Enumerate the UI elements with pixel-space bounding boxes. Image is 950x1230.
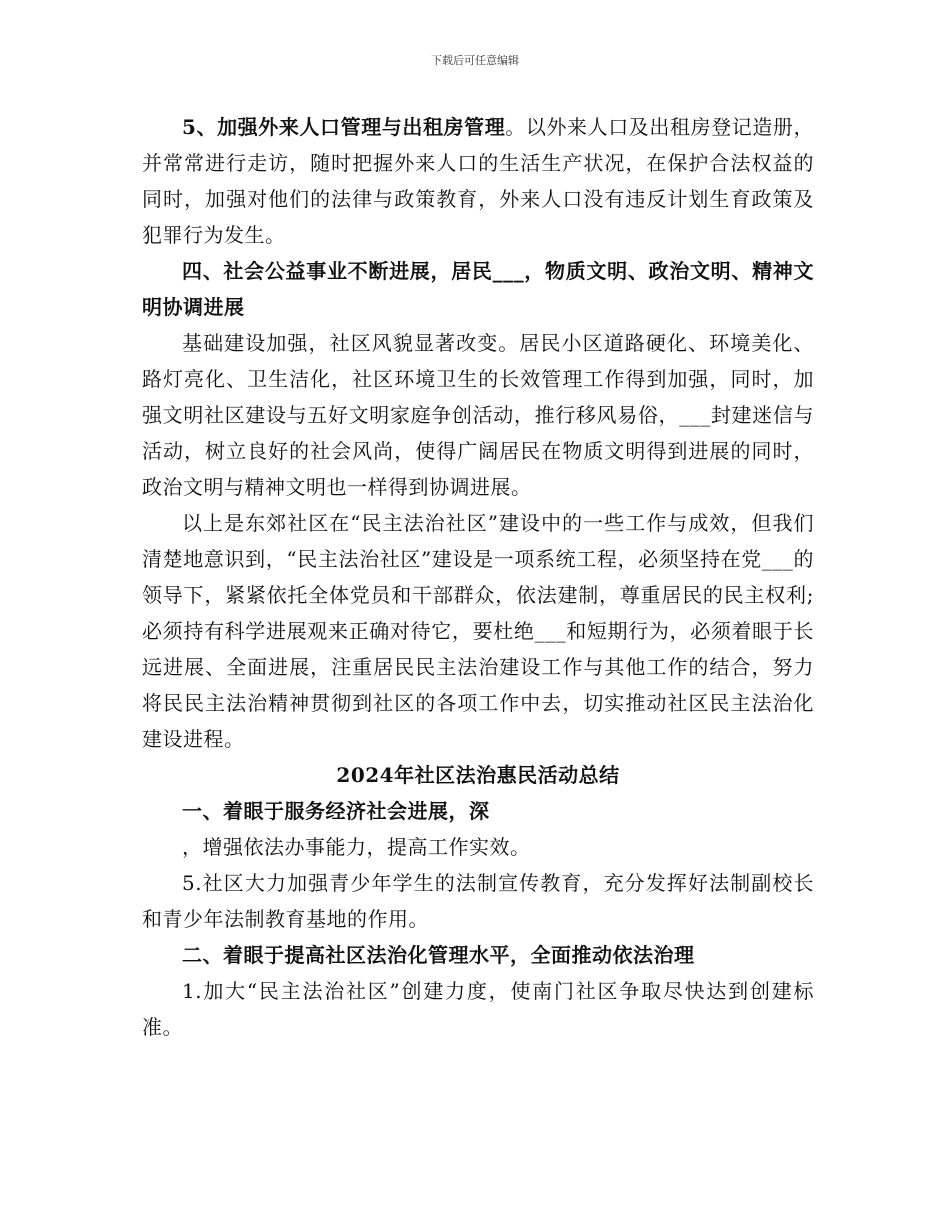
section-heading-public-welfare: 四、社会公益事业不断进展，居民___，物质文明、政治文明、精神文明协调进展 <box>142 259 814 319</box>
paragraph-capability: ，增强依法办事能力，提高工作实效。 <box>182 835 531 859</box>
paragraph-outsider-management <box>142 109 814 253</box>
section-heading-governance: 二、着眼于提高社区法治化管理水平，全面推动依法治理 <box>182 943 695 967</box>
section-heading-economy: 一、着眼于服务经济社会进展，深 <box>182 799 490 823</box>
page-header: 下载后可任意编辑 <box>431 54 519 67</box>
paragraph-infrastructure: 基础建设加强，社区风貌显著改变。居民小区道路硬化、环境美化、路灯亮化、卫生洁化，社区环境卫生的长效管理工作得到加强，同时，加强文明社区建设与五好文明家庭争创活动，推行移风易俗，___封建迷信与活动，树立良好的社会风尚，使得广阔居民在物质文明得到进展的同时，政治文明与精神文明也一样得到协调进展。 <box>142 331 814 499</box>
paragraph-democracy-community: 1.加大“民主法治社区”创建力度，使南门社区争取尽快达到创建标准。 <box>142 979 814 1039</box>
paragraph-youth-education: 5.社区大力加强青少年学生的法制宣传教育，充分发挥好法制副校长和青少年法制教育基地的作用。 <box>142 871 814 931</box>
paragraph-heading: 5、加强外来人口管理与出租房管理 <box>182 115 506 139</box>
paragraph-text: 。以外来人口及出租房登记造册，并常常进行走访，随时把握外来人口的生活生产状况，在保护合法权益的同时，加强对他们的法律与政策教育，外来人口没有违反计划生育政策及犯罪行为发生。 <box>142 115 814 247</box>
paragraph-conclusion: 以上是东郊社区在“民主法治社区”建设中的一些工作与成效，但我们清楚地意识到，“民主法治社区”建设是一项系统工程，必须坚持在党___的领导下，紧紧依托全体党员和干部群众，依法建制，尊重居民的民主权利;必须持有科学进展观来正确对待它，要杜绝___和短期行为，必须着眼于长远进展、全面进展，注重居民民主法治建设工作与其他工作的结合，努力将民民主法治精神贯彻到社区的各项工作中去，切实推动社区民主法治化建设进程。 <box>142 511 814 751</box>
document-title: 2024年社区法治惠民活动总结 <box>336 763 620 787</box>
document-body <box>142 109 814 1045</box>
